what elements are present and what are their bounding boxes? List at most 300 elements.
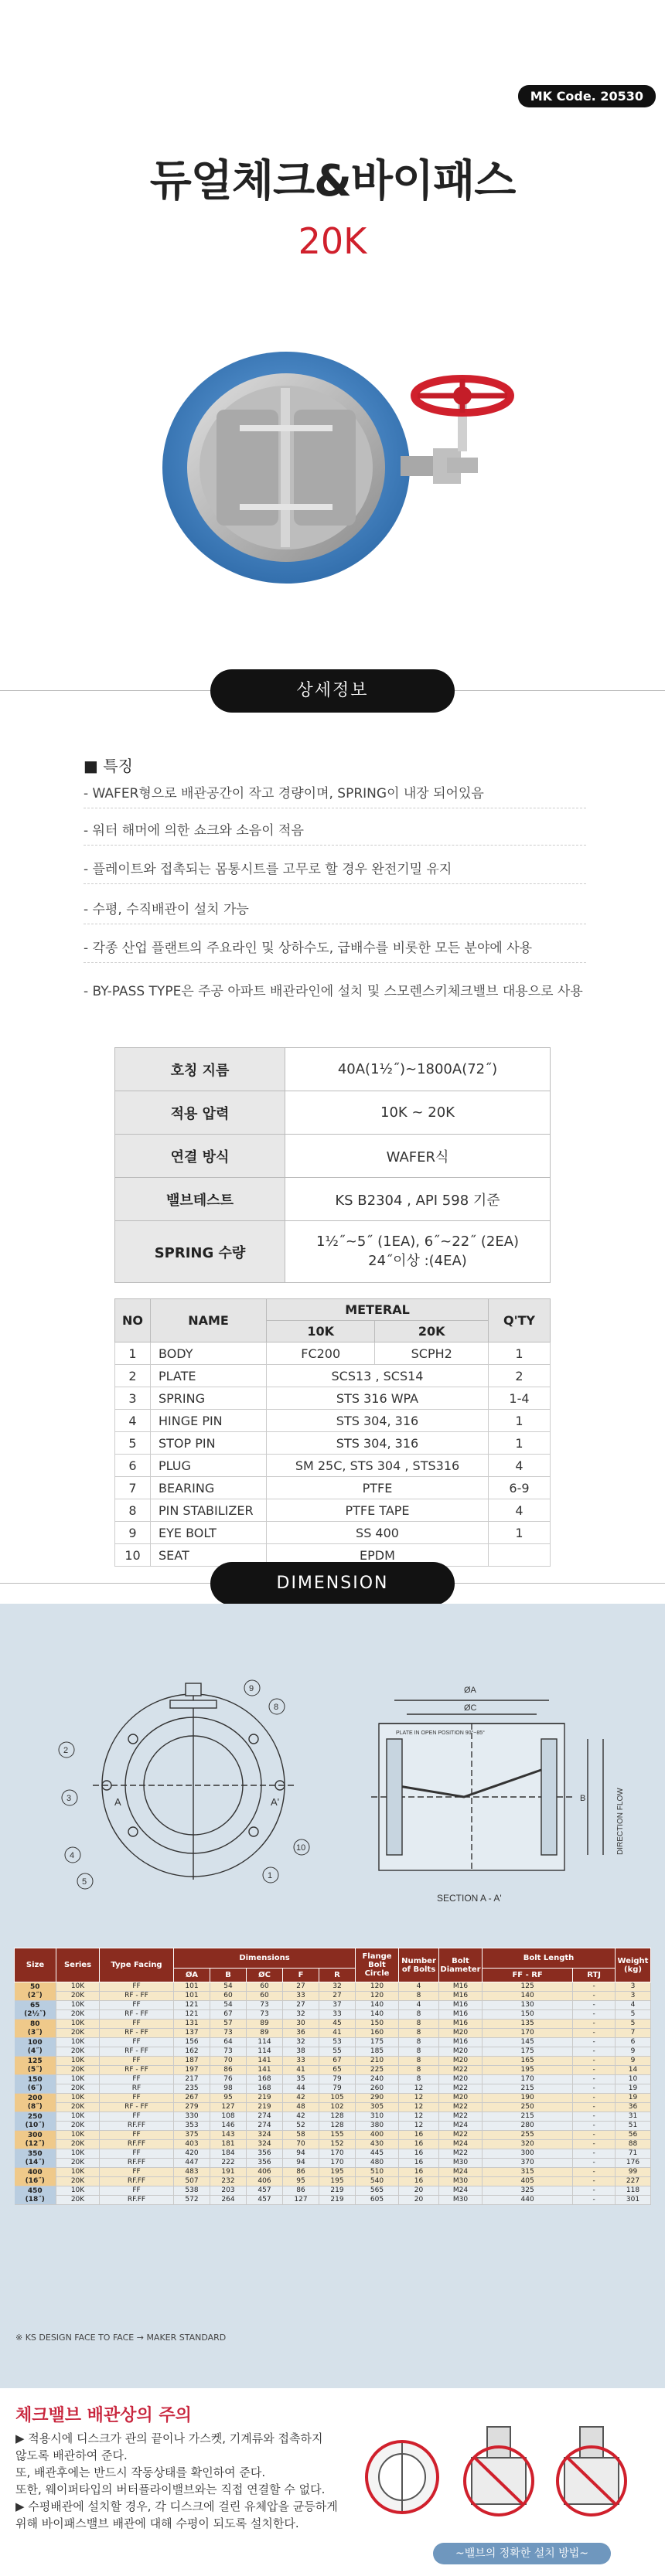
part-no: 8 (115, 1499, 151, 1522)
dimension-cell: 150 (483, 2010, 573, 2020)
dimension-row (15, 2047, 651, 2057)
dimension-row (15, 2038, 651, 2047)
dimension-cell: 274 (247, 2122, 283, 2131)
dimension-cell: 330 (174, 2112, 210, 2122)
feature-item: - 각종 산업 플랜트의 주요라인 및 상하수도, 급배수를 비롯한 모든 분야에 사용 (84, 941, 533, 956)
dimension-cell: 170 (319, 2149, 356, 2159)
dimension-cell: 70 (210, 2057, 247, 2066)
dimension-cell: 8 (399, 2066, 439, 2075)
dimension-cell: 67 (319, 2057, 356, 2066)
size-inch: (10˝) (25, 2121, 45, 2129)
dimension-cell: 540 (356, 2177, 399, 2186)
dimension-cell: 95 (210, 2094, 247, 2103)
dimension-cell: RF (100, 2084, 174, 2094)
size-inch: (6˝) (27, 2084, 43, 2092)
dimension-size (15, 2001, 56, 2020)
part-material: EPDM (267, 1544, 489, 1567)
spec-row (115, 1221, 551, 1283)
dimension-size (15, 2094, 56, 2112)
dimension-cell: 8 (399, 2010, 439, 2020)
label-phi-c: ØC (464, 1703, 477, 1713)
part-material: PTFE (267, 1477, 489, 1499)
part-material: STS 304, 316 (267, 1432, 489, 1455)
dimension-cell: 8 (399, 2029, 439, 2038)
section-dimension-label: DIMENSION (210, 1562, 455, 1605)
dimension-cell: 54 (210, 1982, 247, 1992)
dimension-cell: 60 (247, 1992, 283, 2001)
dimension-cell: 16 (399, 2131, 439, 2140)
dimension-cell: M16 (439, 2010, 483, 2020)
product-title: 듀얼체크&바이패스 (149, 156, 516, 206)
dimension-cell: - (573, 2186, 616, 2196)
parts-row (115, 1342, 551, 1365)
dimension-cell: 145 (483, 2038, 573, 2047)
dimension-cell: FF (100, 2112, 174, 2122)
valve-icon-correct (367, 2442, 438, 2513)
dimension-cell: M20 (439, 2075, 483, 2084)
dimension-row (15, 2094, 651, 2103)
product-subtitle: 20K (298, 220, 367, 262)
dimension-cell: 176 (616, 2159, 651, 2168)
dimension-cell: 353 (174, 2122, 210, 2131)
dimension-cell: - (573, 2010, 616, 2020)
dim-header-bolts: Number of Bolts (399, 1948, 439, 1982)
dimension-row (15, 2131, 651, 2140)
part-name: HINGE PIN (151, 1410, 267, 1432)
dimension-cell: 73 (247, 2010, 283, 2020)
size-inch: (8˝) (27, 2102, 43, 2111)
part-qty: 1 (489, 1522, 551, 1544)
feature-item: - 플레이트와 접촉되는 몸통시트를 고무로 할 경우 완전기밀 유지 (84, 862, 452, 877)
label-phi-a: ØA (464, 1686, 476, 1695)
dimension-size (15, 2149, 56, 2168)
dimension-cell: RF - FF (100, 2066, 174, 2075)
dimension-cell: 20K (56, 2122, 100, 2131)
size-mm: 450 (27, 2186, 43, 2195)
dimension-cell: 20K (56, 2047, 100, 2057)
spec-value (285, 1221, 551, 1283)
dimension-size (15, 2038, 56, 2057)
dimension-cell: 101 (174, 1982, 210, 1992)
dimension-cell: - (573, 2159, 616, 2168)
dimension-cell: 73 (210, 2047, 247, 2057)
part-name: PLUG (151, 1455, 267, 1477)
dimension-cell: 33 (283, 1992, 319, 2001)
dimension-cell: - (573, 2112, 616, 2122)
callout-4: 4 (70, 1851, 75, 1860)
dimension-cell: M22 (439, 2131, 483, 2140)
dimension-cell: 16 (399, 2149, 439, 2159)
dimension-size (15, 2020, 56, 2038)
part-no: 5 (115, 1432, 151, 1455)
dimension-cell: - (573, 2177, 616, 2186)
dimension-row (15, 2196, 651, 2205)
dimension-cell: M30 (439, 2159, 483, 2168)
dimension-cell: 12 (399, 2103, 439, 2112)
dimension-cell: 170 (483, 2029, 573, 2038)
dimension-cell: 457 (247, 2186, 283, 2196)
dimension-cell: 10K (56, 2168, 100, 2177)
dimension-cell: 264 (210, 2196, 247, 2205)
part-no: 7 (115, 1477, 151, 1499)
dimension-cell: 8 (399, 2047, 439, 2057)
dimension-cell: 480 (356, 2159, 399, 2168)
dimension-cell: 41 (319, 2029, 356, 2038)
dimension-cell: 10K (56, 2149, 100, 2159)
dimension-cell: 114 (247, 2038, 283, 2047)
caution-line: ▶ 적용시에 디스크가 관의 끝이나 가스켓, 기계류와 접촉하지 (15, 2431, 323, 2445)
part-no: 1 (115, 1342, 151, 1365)
dimension-cell: FF (100, 2020, 174, 2029)
dimension-cell: 67 (210, 2010, 247, 2020)
dimension-cell: 98 (210, 2084, 247, 2094)
dimension-cell: M22 (439, 2103, 483, 2112)
dimension-cell: 447 (174, 2159, 210, 2168)
dimension-cell: 32 (319, 1982, 356, 1992)
size-mm: 350 (27, 2149, 43, 2158)
size-inch: (3˝) (27, 2028, 43, 2037)
dimension-cell: 9 (616, 2057, 651, 2066)
dimension-cell: 375 (174, 2131, 210, 2140)
dimension-cell: 20K (56, 2029, 100, 2038)
caution-line: 또한, 웨이퍼타입의 버터플라이밸브와는 직접 연결할 수 없다. (15, 2482, 326, 2496)
dimension-cell: 168 (247, 2084, 283, 2094)
dimension-cell: 235 (174, 2084, 210, 2094)
size-mm: 300 (27, 2131, 43, 2139)
size-inch: (5˝) (27, 2065, 43, 2074)
dimension-cell: 10K (56, 2131, 100, 2140)
dimension-size (15, 1982, 56, 2001)
label-a: A (114, 1796, 121, 1808)
dimension-cell: M20 (439, 2029, 483, 2038)
part-name: BEARING (151, 1477, 267, 1499)
dimension-row (15, 1982, 651, 1992)
dimension-size (15, 2112, 56, 2131)
dimension-cell: 20 (399, 2186, 439, 2196)
part-name: BODY (151, 1342, 267, 1365)
dimension-cell: 9 (616, 2047, 651, 2057)
dim-header-type-facing: Type Facing (100, 1948, 174, 1982)
dimension-cell: 152 (319, 2140, 356, 2149)
dimension-row (15, 2149, 651, 2159)
dimension-cell: 8 (399, 1992, 439, 2001)
front-view-drawing (93, 1683, 294, 1880)
dimension-cell: RF.FF (100, 2177, 174, 2186)
part-name: SPRING (151, 1387, 267, 1410)
dimension-row (15, 2084, 651, 2094)
spec-key: SPRING 수량 (115, 1221, 285, 1283)
dimension-cell: 12 (399, 2084, 439, 2094)
dimension-cell: M24 (439, 2122, 483, 2131)
dimension-cell: 38 (283, 2047, 319, 2057)
dimension-cell: 12 (399, 2112, 439, 2122)
spec-key: 연결 방식 (115, 1135, 285, 1178)
part-name: EYE BOLT (151, 1522, 267, 1544)
spec-value: 10K ~ 20K (285, 1091, 551, 1135)
dimension-size (15, 2057, 56, 2075)
dimension-cell: 120 (356, 1992, 399, 2001)
dimension-cell: 215 (483, 2112, 573, 2122)
part-qty (489, 1544, 551, 1567)
dimension-cell: 310 (356, 2112, 399, 2122)
dimension-cell: 184 (210, 2149, 247, 2159)
dimension-cell: 445 (356, 2149, 399, 2159)
part-name: PIN STABILIZER (151, 1499, 267, 1522)
callout-5: 5 (82, 1877, 87, 1887)
dimension-cell: 160 (356, 2029, 399, 2038)
dimension-cell: - (573, 2094, 616, 2103)
dim-header-b: B (210, 1969, 247, 1982)
dimension-cell: 222 (210, 2159, 247, 2168)
dimension-cell: 406 (247, 2177, 283, 2186)
dim-header-dimensions: Dimensions (174, 1948, 356, 1969)
dimension-size (15, 2168, 56, 2186)
dimension-cell: 274 (247, 2112, 283, 2122)
header-meteral: METERAL (267, 1299, 489, 1321)
part-name: STOP PIN (151, 1432, 267, 1455)
label-a2: A' (271, 1796, 280, 1808)
size-mm: 400 (27, 2168, 43, 2176)
dimension-cell: 20K (56, 2103, 100, 2112)
part-name: SEAT (151, 1544, 267, 1567)
dimension-cell: 405 (483, 2177, 573, 2186)
spec-row (115, 1048, 551, 1091)
dimension-cell: 131 (174, 2020, 210, 2029)
size-mm: 150 (27, 2075, 43, 2084)
size-inch: (18˝) (25, 2195, 45, 2203)
dimension-cell: 170 (483, 2075, 573, 2084)
dimension-cell: 137 (174, 2029, 210, 2038)
dimension-cell: 37 (319, 2001, 356, 2010)
parts-row (115, 1365, 551, 1387)
part-material-10k: FC200 (267, 1342, 375, 1365)
dimension-cell: 20K (56, 2177, 100, 2186)
dimension-cell: 400 (356, 2131, 399, 2140)
part-no: 9 (115, 1522, 151, 1544)
header-10k: 10K (267, 1321, 375, 1342)
dimension-cell: 141 (247, 2057, 283, 2066)
dimension-cell: 175 (483, 2047, 573, 2057)
dimension-cell: 108 (210, 2112, 247, 2122)
dimension-cell: 195 (319, 2177, 356, 2186)
dimension-cell: 12 (399, 2094, 439, 2103)
dimension-cell: 19 (616, 2084, 651, 2094)
dimension-cell: 356 (247, 2159, 283, 2168)
dimension-cell: - (573, 2075, 616, 2084)
spec-key: 호칭 지름 (115, 1048, 285, 1091)
dimension-cell: M16 (439, 2038, 483, 2047)
dimension-cell: 210 (356, 2057, 399, 2066)
dimension-cell: 146 (210, 2122, 247, 2131)
dimension-cell: 215 (483, 2084, 573, 2094)
dimension-cell: 197 (174, 2066, 210, 2075)
spec-value: KS B2304 , API 598 기준 (285, 1178, 551, 1221)
dimension-cell: 54 (210, 2001, 247, 2010)
dimension-cell: FF (100, 2075, 174, 2084)
dimension-cell: - (573, 2196, 616, 2205)
dimension-cell: 457 (247, 2196, 283, 2205)
dimension-cell: 20K (56, 1992, 100, 2001)
header-qty: Q'TY (489, 1299, 551, 1342)
dimension-cell: 30 (283, 2020, 319, 2029)
dimension-cell: 94 (283, 2149, 319, 2159)
dimension-cell: 260 (356, 2084, 399, 2094)
dimension-cell: 3 (616, 1982, 651, 1992)
dimension-cell: 79 (319, 2075, 356, 2084)
part-qty: 4 (489, 1499, 551, 1522)
spec-row (115, 1091, 551, 1135)
dimension-cell: 5 (616, 2020, 651, 2029)
dimension-cell: 510 (356, 2168, 399, 2177)
dim-header-bolt-dia: Bolt Diameter (439, 1948, 483, 1982)
spec-value: WAFER식 (285, 1135, 551, 1178)
dimension-cell: 195 (483, 2066, 573, 2075)
dimension-cell: 305 (356, 2103, 399, 2112)
dimension-cell: 4 (399, 1982, 439, 1992)
dim-header-phi-c: ØC (247, 1969, 283, 1982)
dimension-cell: RF - FF (100, 2047, 174, 2057)
caution-line: 또, 배관후에는 반드시 작동상태를 확인하여 준다. (15, 2465, 266, 2479)
dimension-cell: 52 (283, 2122, 319, 2131)
dimension-cell: 320 (483, 2140, 573, 2149)
dimension-cell: 35 (283, 2075, 319, 2084)
dimension-cell: 16 (399, 2140, 439, 2149)
dimension-cell: 140 (483, 1992, 573, 2001)
caution-line: 위해 바이패스밸브 배관에 대해 수평이 되도록 설치한다. (15, 2516, 299, 2530)
dimension-cell: 33 (319, 2010, 356, 2020)
spec-row (115, 1135, 551, 1178)
dimension-cell: 10K (56, 2112, 100, 2122)
dimension-cell: FF (100, 2001, 174, 2010)
dimension-cell: 143 (210, 2131, 247, 2140)
dim-header-flange: Flange Bolt Circle (356, 1948, 399, 1982)
dimension-cell: FF (100, 2168, 174, 2177)
part-material: SCS13 , SCS14 (267, 1365, 489, 1387)
header-no: NO (115, 1299, 151, 1342)
dimension-cell: 10K (56, 1982, 100, 1992)
dim-header-bolt-length: Bolt Length (483, 1948, 616, 1969)
section-view-drawing (371, 1700, 603, 1870)
dimension-cell: 36 (283, 2029, 319, 2038)
dimension-cell: 565 (356, 2186, 399, 2196)
dimension-cell: 219 (247, 2103, 283, 2112)
dimension-cell: 507 (174, 2177, 210, 2186)
dimension-cell: 51 (616, 2122, 651, 2131)
dimension-cell: 16 (399, 2168, 439, 2177)
dimension-cell: 279 (174, 2103, 210, 2112)
dim-header-size: Size (15, 1948, 56, 1982)
dimension-cell: 73 (210, 2029, 247, 2038)
dimension-cell: 10K (56, 2020, 100, 2029)
dimension-cell: 76 (210, 2075, 247, 2084)
part-no: 4 (115, 1410, 151, 1432)
dimension-cell: 225 (356, 2066, 399, 2075)
dimension-cell: 53 (319, 2038, 356, 2047)
dimension-cell: 86 (283, 2186, 319, 2196)
dimension-cell: RF - FF (100, 2010, 174, 2020)
dimension-cell: 170 (319, 2159, 356, 2168)
dimension-cell: 20K (56, 2010, 100, 2020)
dimension-cell: 140 (356, 2001, 399, 2010)
dimension-cell: 19 (616, 2094, 651, 2103)
dimension-cell: 99 (616, 2168, 651, 2177)
size-mm: 80 (29, 2020, 40, 2028)
dimension-cell: 71 (616, 2149, 651, 2159)
dimension-footnote: ※ KS DESIGN FACE TO FACE → MAKER STANDARD (15, 2333, 227, 2343)
label-section: SECTION A - A' (437, 1893, 502, 1904)
callouts (59, 1680, 309, 1889)
dim-header-phi-a: ØA (174, 1969, 210, 1982)
dimension-cell: 605 (356, 2196, 399, 2205)
dimension-row (15, 2112, 651, 2122)
dimension-cell: - (573, 2038, 616, 2047)
dimension-cell: 267 (174, 2094, 210, 2103)
dimension-cell: 118 (616, 2186, 651, 2196)
dimension-cell: 27 (319, 1992, 356, 2001)
dimension-cell: M22 (439, 2149, 483, 2159)
dim-header-weight: Weight (kg) (616, 1948, 651, 1982)
dimension-cell: 255 (483, 2131, 573, 2140)
parts-row (115, 1522, 551, 1544)
size-inch: (2˝) (27, 1991, 43, 1999)
dimension-cell: 165 (483, 2057, 573, 2066)
dimension-row (15, 2168, 651, 2177)
spec-value-line: 1½˝~5˝ (1EA), 6˝~22˝ (2EA) (315, 1234, 520, 1250)
dimension-cell: M16 (439, 2001, 483, 2010)
dimension-cell: 58 (283, 2131, 319, 2140)
dimension-cell: RF - FF (100, 2103, 174, 2112)
dimension-cell: M20 (439, 2057, 483, 2066)
spec-value: 40A(1½˝)~1800A(72˝) (285, 1048, 551, 1091)
callout-2: 2 (63, 1746, 69, 1755)
part-qty: 6-9 (489, 1477, 551, 1499)
dimension-cell: RF - FF (100, 2029, 174, 2038)
dimension-cell: 10K (56, 2094, 100, 2103)
dimension-row (15, 2159, 651, 2168)
feature-divider (84, 883, 586, 884)
dimension-cell: M24 (439, 2186, 483, 2196)
dimension-size (15, 2131, 56, 2149)
dimension-row (15, 2075, 651, 2084)
part-no: 10 (115, 1544, 151, 1567)
dimension-cell: 181 (210, 2140, 247, 2149)
parts-row (115, 1387, 551, 1410)
dimension-cell: 10K (56, 2057, 100, 2066)
dimension-cell: M20 (439, 2094, 483, 2103)
part-qty: 2 (489, 1365, 551, 1387)
dimension-cell: 370 (483, 2159, 573, 2168)
size-inch: (14˝) (25, 2158, 45, 2166)
dimension-cell: 55 (319, 2047, 356, 2057)
dimension-cell: M30 (439, 2177, 483, 2186)
dim-header-r: R (319, 1969, 356, 1982)
dimension-cell: 10K (56, 2186, 100, 2196)
dimension-cell: 356 (247, 2149, 283, 2159)
part-material: STS 316 WPA (267, 1387, 489, 1410)
dimension-cell: 128 (319, 2112, 356, 2122)
dimension-cell: 60 (247, 1982, 283, 1992)
valve-product-image (155, 325, 526, 603)
dimension-cell: 203 (210, 2186, 247, 2196)
feature-item: - 워터 해머에 의한 쇼크와 소음이 적음 (84, 823, 304, 839)
dimension-cell: - (573, 2084, 616, 2094)
parts-table (114, 1298, 551, 1567)
size-inch: (16˝) (25, 2176, 45, 2185)
dimension-cell: RF - FF (100, 1992, 174, 2001)
parts-row (115, 1499, 551, 1522)
callout-1: 1 (268, 1871, 273, 1880)
feature-item: - WAFER형으로 배관공간이 작고 경량이며, SPRING이 내장 되어있음 (84, 786, 484, 801)
